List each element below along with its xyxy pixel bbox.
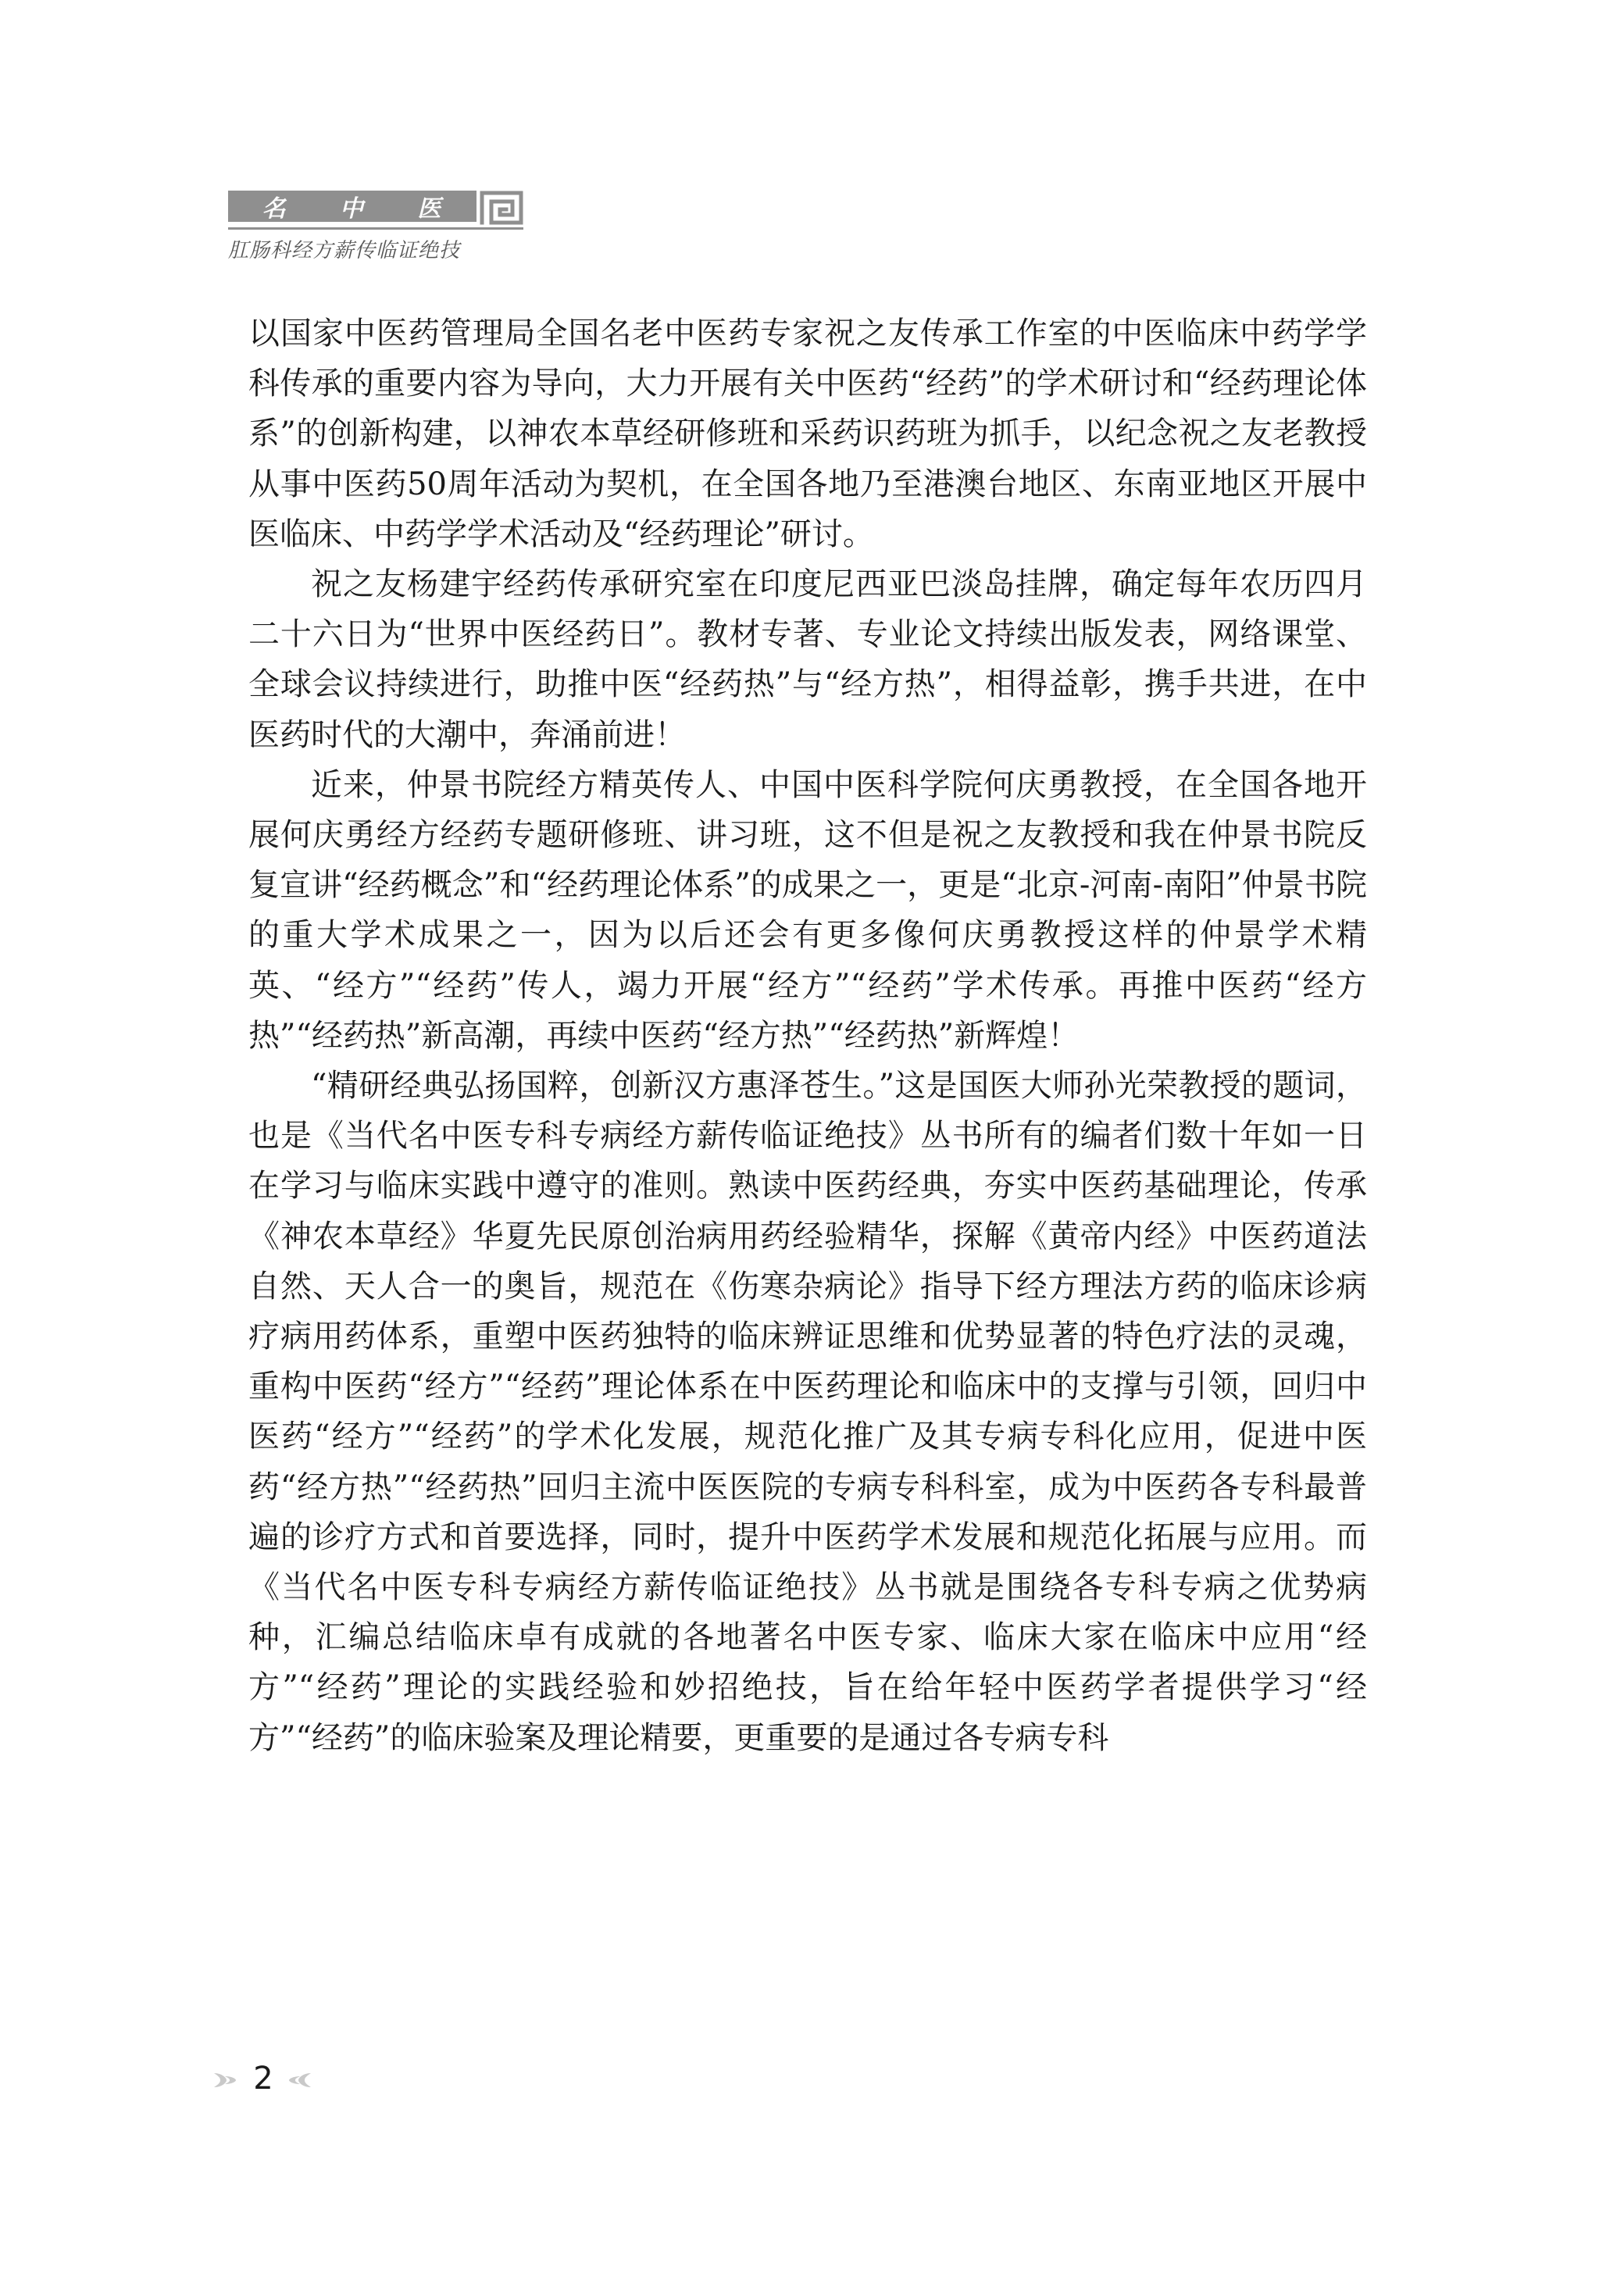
paragraph: 以国家中医药管理局全国名老中医药专家祝之友传承工作室的中医临床中药学学科传承的重要内容为导向，大力开展有关中医药“经药”的学术研讨和“经药理论体系”的创新构建，以神农本草经研修班和采药识药班为抓手，以纪念祝之友老教授从事中医药50周年活动为契机，在全国各地乃至港澳台地区、东南亚地区开展中医临床、中药学学术活动及“经药理论”研讨。 — [248, 316, 1367, 552]
paragraph: 近来，仲景书院经方精英传人、中国中医科学院何庆勇教授，在全国各地开展何庆勇经方经药专题研修班、讲习班，这不但是祝之友教授和我在仲景书院反复宣讲“经药概念”和“经药理论体系”的成果之一，更是“北京-河南-南阳”仲景书院的重大学术成果之一，因为以后还会有更多像何庆勇教授这样的仲景学术精英、“经方”“经药”传人，竭力开展“经方”“经药”学术传承。再推中医药“经方热”“经药热”新高潮，再续中医药“经方热”“经药热”新辉煌！ — [248, 766, 1367, 1054]
page-footer — [211, 2062, 320, 2101]
body-text — [248, 309, 1367, 1763]
page-number: 2 — [253, 2061, 273, 2097]
header-subtitle: 肛肠科经方薪传临证绝技 — [228, 239, 461, 262]
header-rule — [228, 227, 523, 230]
header-title-char: 中 — [339, 195, 365, 223]
running-header — [228, 191, 525, 261]
scroll-ornament-icon — [211, 2068, 239, 2092]
header-title-char: 名 — [262, 195, 287, 223]
fret-ornament-icon — [480, 191, 523, 225]
paragraph: “精研经典弘扬国粹，创新汉方惠泽苍生。”这是国医大师孙光荣教授的题词，也是《当代名中医专科专病经方薪传临证绝技》丛书所有的编者们数十年如一日在学习与临床实践中遵守的准则。熟读中医药经典，夯实中医药基础理论，传承《神农本草经》华夏先民原创治病用药经验精华，探解《黄帝内经》中医药道法自然、天人合一的奥旨，规范在《伤寒杂病论》指导下经方理法方药的临床诊病疗病用药体系，重塑中医药独特的临床辨证思维和优势显著的特色疗法的灵魂，重构中医药“经方”“经药”理论体系在中医药理论和临床中的支撑与引领，回归中医药“经方”“经药”的学术化发展，规范化推广及其专病专科化应用，促进中医药“经方热”“经药热”回归主流中医医院的专病专科科室，成为中医药各专科最普遍的诊疗方式和首要选择，同时，提升中医药学术发展和规范化拓展与应用。而《当代名中医专科专病经方薪传临证绝技》丛书就是围绕各专科专病之优势病种，汇编总结临床卓有成就的各地著名中医专家、临床大家在临床中应用“经方”“经药”理论的实践经验和妙招绝技，旨在给年轻中医药学者提供学习“经方”“经药”的临床验案及理论精要，更重要的是通过各专病专科 — [248, 1068, 1367, 1756]
header-title-char: 医 — [417, 195, 443, 223]
scroll-ornament-icon — [286, 2068, 314, 2092]
header-title-band — [228, 191, 476, 222]
paragraph: 祝之友杨建宇经药传承研究室在印度尼西亚巴淡岛挂牌，确定每年农历四月二十六日为“世界中医经药日”。教材专著、专业论文持续出版发表，网络课堂、全球会议持续进行，助推中医“经药热”与“经方热”，相得益彰，携手共进，在中医药时代的大潮中，奔涌前进！ — [248, 566, 1367, 753]
